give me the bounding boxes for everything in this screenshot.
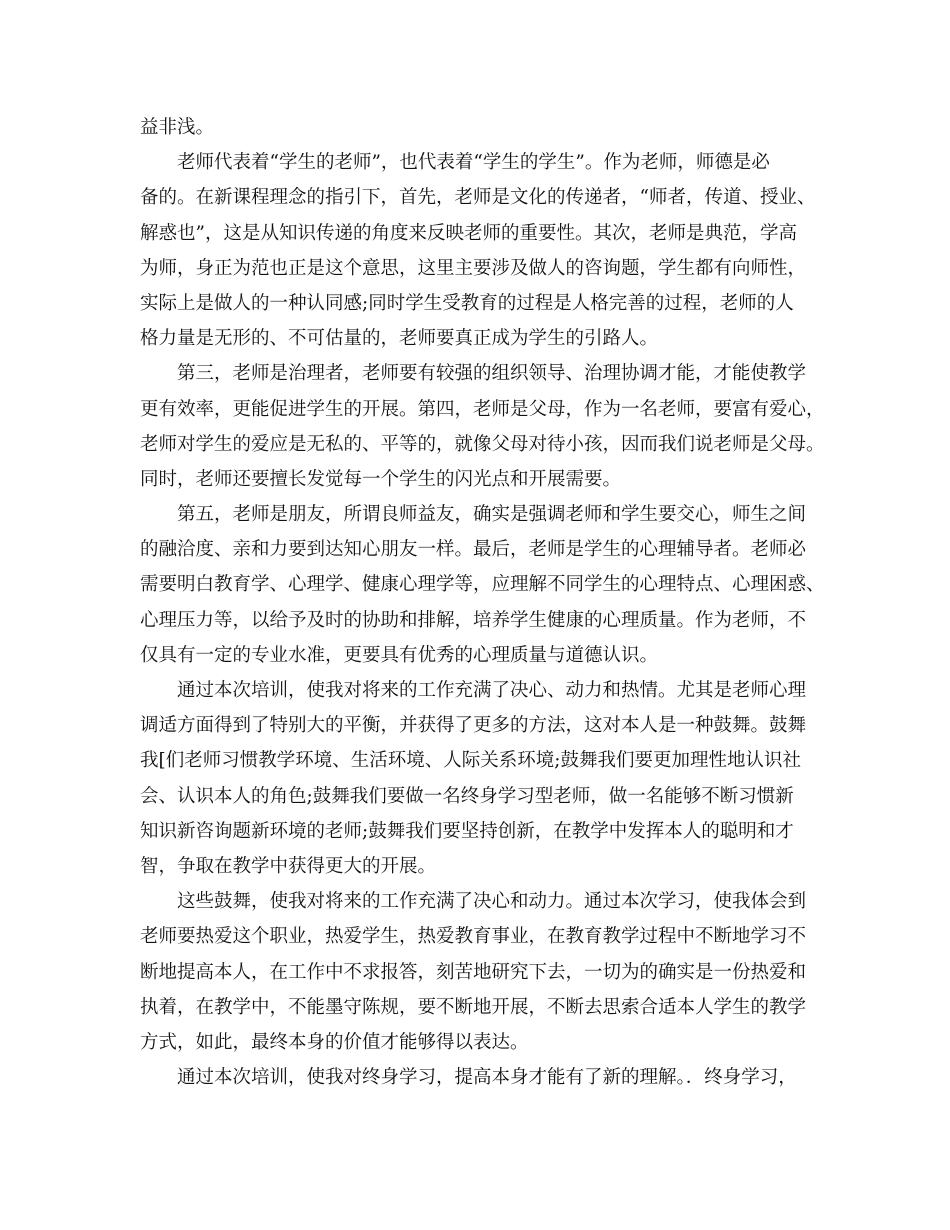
text-line: 的融洽度、亲和力要到达知心朋友一样。最后，老师是学生的心理辅导者。老师必 bbox=[140, 539, 807, 561]
text-line: 需要明白教育学、心理学、健康心理学等，应理解不同学生的心理特点、心理困惑、 bbox=[140, 574, 825, 596]
text-line: 知识新咨询题新环境的老师;鼓舞我们要坚持创新，在教学中发挥本人的聪明和才 bbox=[140, 820, 794, 842]
text-line: 方式，如此，最终本身的价值才能够得以表达。 bbox=[140, 1031, 529, 1053]
text-line: 解惑也”，这是从知识传递的角度来反映老师的重要性。其次，老师是典范，学高 bbox=[140, 222, 797, 244]
text-line: 我[们老师习惯教学环境、生活环境、人际关系环境;鼓舞我们要更加理性地认识社 bbox=[140, 750, 801, 772]
text-line: 会、认识本人的角色;鼓舞我们要做一名终身学习型老师，做一名能够不断习惯新 bbox=[140, 785, 794, 807]
text-line: 为师，身正为范也正是这个意思，这里主要涉及做人的咨询题，学生都有向师性， bbox=[140, 257, 807, 279]
text-line: 老师代表着“学生的老师”，也代表着“学生的学生”。作为老师，师德是必 bbox=[177, 152, 770, 174]
text-line: 老师要热爱这个职业，热爱学生，热爱教育事业，在教育教学过程中不断地学习不 bbox=[140, 926, 807, 948]
text-line: 调适方面得到了特别大的平衡，并获得了更多的方法，这对本人是一种鼓舞。鼓舞 bbox=[140, 715, 807, 737]
text-line: 格力量是无形的、不可估量的，老师要真正成为学生的引路人。 bbox=[140, 328, 659, 350]
text-line: 执着，在教学中，不能墨守陈规，要不断地开展，不断去思索合适本人学生的教学 bbox=[140, 996, 807, 1018]
text-line: 第三，老师是治理者，老师要有较强的组织领导、治理协调才能，才能使教学 bbox=[177, 363, 807, 385]
text-line: 智，争取在教学中获得更大的开展。 bbox=[140, 855, 437, 877]
text-line: 益非浅。 bbox=[140, 117, 215, 138]
document-body bbox=[140, 110, 825, 1095]
text-line: 同时，老师还要擅长发觉每一个学生的闪光点和开展需要。 bbox=[140, 468, 622, 490]
text-line: 老师对学生的爱应是无私的、平等的，就像父母对待小孩，因而我们说老师是父母。 bbox=[140, 433, 825, 455]
text-line: 更有效率，更能促进学生的开展。第四，老师是父母，作为一名老师，要富有爱心， bbox=[140, 398, 825, 420]
text-line: 仅具有一定的专业水准，更要具有优秀的心理质量与道德认识。 bbox=[140, 644, 659, 666]
text-line: 心理压力等，以给予及时的协助和排解，培养学生健康的心理质量。作为老师，不 bbox=[140, 609, 807, 631]
text-line: 通过本次培训，使我对将来的工作充满了决心、动力和热情。尤其是老师心理 bbox=[177, 680, 807, 701]
text-line: 这些鼓舞，使我对将来的工作充满了决心和动力。通过本次学习，使我体会到 bbox=[177, 891, 807, 913]
text-line: 第五，老师是朋友，所谓良师益友，确实是强调老师和学生要交心，师生之间 bbox=[177, 504, 807, 526]
text-line: 通过本次培训，使我对终身学习，提高本身才能有了新的理解。．终身学习， bbox=[177, 1067, 797, 1089]
text-line: 实际上是做人的一种认同感;同时学生受教育的过程是人格完善的过程，老师的人 bbox=[140, 292, 794, 314]
text-line: 备的。在新课程理念的指引下，首先，老师是文化的传递者，“师者，传道、授业、 bbox=[140, 187, 816, 209]
text-line: 断地提高本人，在工作中不求报答，刻苦地研究下去，一切为的确实是一份热爱和 bbox=[140, 961, 807, 983]
